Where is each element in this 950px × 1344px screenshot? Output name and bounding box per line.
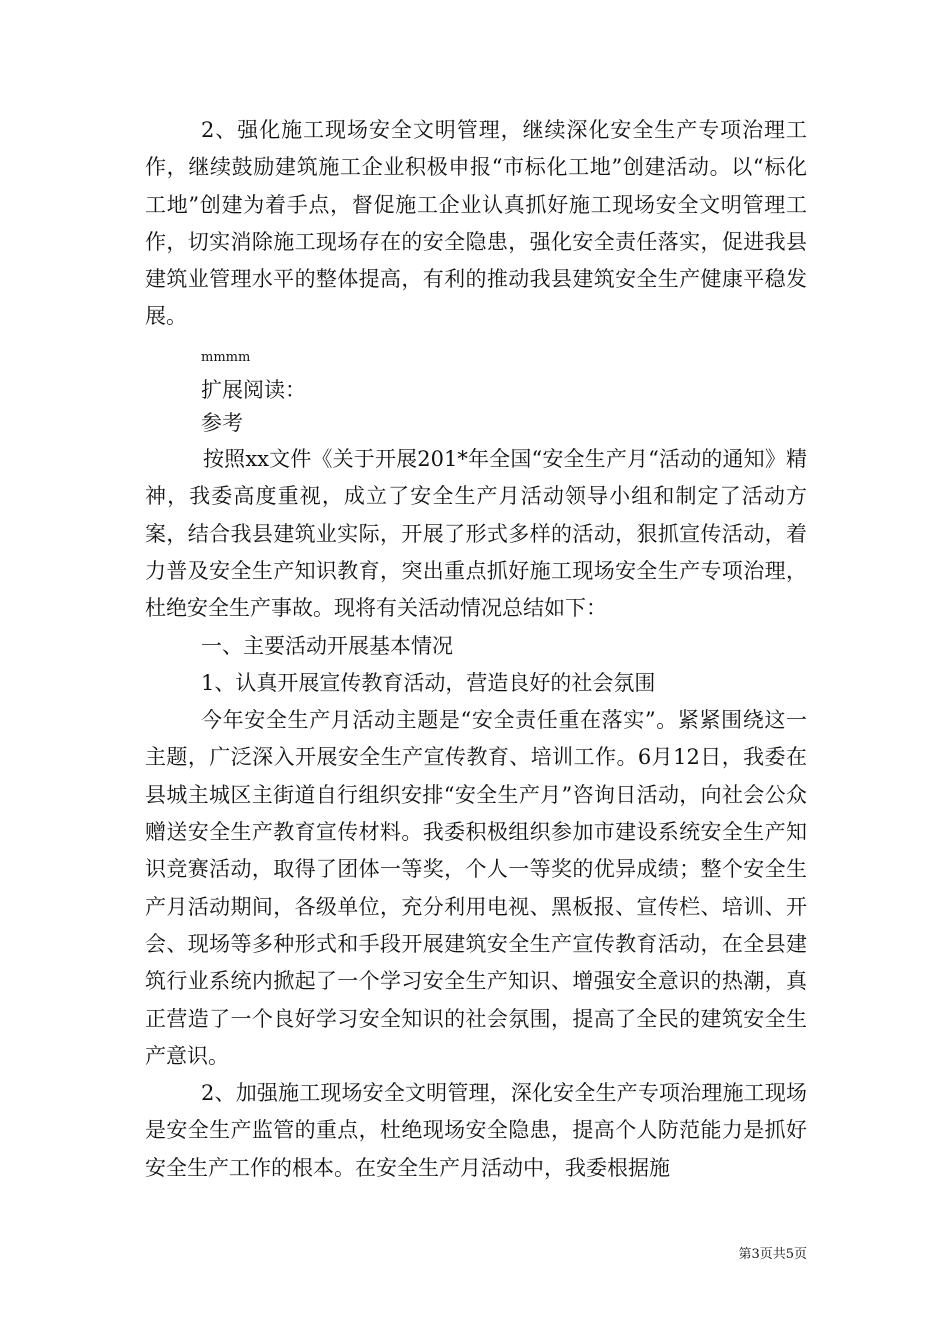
paragraph-3: 今年安全生产月活动主题是“安全责任重在落实”。紧紧围绕这一主题，广泛深入开展安全生产宣传教育、培训工作。6月12日，我委在县城主城区主街道自行组织安排“安全生产月”咨询日活动，向社会公众赠送安全生产教育宣传材料。我委积极组织参加市建设系统安全生产知识竞赛活动，取得了团体一等奖，个人一等奖的优异成绩；整个安全生产月活动期间，各级单位，充分利用电视、黑板报、宣传栏、培训、开会、现场等多种形式和手段开展建筑安全生产宣传教育活动，在全县建筑行业系统内掀起了一个学习安全生产知识、增强安全意识的热潮，真正营造了一个良好学习安全知识的社会氛围，提高了全民的建筑安全生产意识。 (145, 708, 807, 1068)
extended-reading-label: 扩展阅读： (201, 378, 306, 403)
section-heading-1-1: 1、认真开展宣传教育活动，营造良好的社会氛围 (201, 670, 656, 695)
paragraph-1: 2、强化施工现场安全文明管理，继续深化安全生产专项治理工作，继续鼓励建筑施工企业积极申报“市标化工地”创建活动。以“标化工地”创建为着手点，督促施工企业认真抓好施工现场安全文明管理工作，切实消除施工现场存在的安全隐患，强化安全责任落实，促进我县建筑业管理水平的整体提高，有利的推动我县建筑安全生产健康平稳发展。 (145, 118, 807, 329)
paragraph-4: 2、加强施工现场安全文明管理，深化安全生产专项治理施工现场是安全生产监管的重点，杜绝现场安全隐患，提高个人防范能力是抓好安全生产工作的根本。在安全生产月活动中，我委根据施 (145, 1081, 807, 1180)
page-number-footer: 第3页共5页 (738, 1247, 807, 1262)
placeholder-text: mmmm (201, 349, 251, 365)
document-body (145, 112, 807, 1187)
paragraph-2: 按照xx文件《关于开展201*年全国“安全生产月“活动的通知》精神，我委高度重视，成立了安全生产月活动领导小组和制定了活动方案，结合我县建筑业实际，开展了形式多样的活动，狠抓宣传活动，着力普及安全生产知识教育，突出重点抓好施工现场安全生产专项治理，杜绝安全生产事故。现将有关活动情况总结如下： (145, 447, 807, 621)
reference-label: 参考 (201, 411, 243, 436)
section-heading-1: 一、主要活动开展基本情况 (201, 633, 453, 658)
